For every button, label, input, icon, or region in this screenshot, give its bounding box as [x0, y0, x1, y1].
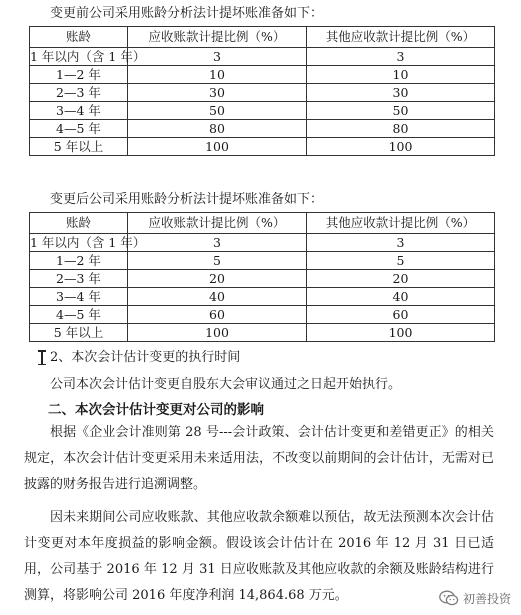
- table-after: [29, 212, 495, 342]
- header-other-receivable-rate: 其他应收款计提比例（%）: [307, 27, 495, 48]
- watermark: [439, 590, 511, 607]
- cell-other-receivable-rate: 30: [307, 84, 495, 102]
- cell-other-receivable-rate: 100: [307, 138, 495, 156]
- header-aging: 账龄: [30, 213, 128, 234]
- cell-other-receivable-rate: 20: [307, 270, 495, 288]
- cell-other-receivable-rate: 100: [307, 324, 495, 342]
- table-row: [30, 234, 495, 252]
- table-row: [30, 288, 495, 306]
- section-2-title: 2、本次会计估计变更的执行时间: [50, 350, 241, 365]
- table-header-row: [30, 27, 495, 48]
- table-row: [30, 120, 495, 138]
- cell-other-receivable-rate: 50: [307, 102, 495, 120]
- cell-aging: 3—4 年: [30, 288, 128, 306]
- header-receivable-rate: 应收账款计提比例（%）: [128, 213, 307, 234]
- table-row: [30, 306, 495, 324]
- cell-other-receivable-rate: 3: [307, 48, 495, 66]
- header-receivable-rate: 应收账款计提比例（%）: [128, 27, 307, 48]
- cell-receivable-rate: 3: [128, 234, 307, 252]
- cell-aging: 1—2 年: [30, 252, 128, 270]
- table-row: [30, 270, 495, 288]
- cell-other-receivable-rate: 10: [307, 66, 495, 84]
- cell-receivable-rate: 10: [128, 66, 307, 84]
- cell-receivable-rate: 60: [128, 306, 307, 324]
- impact-paragraph-1: 根据《企业会计准则第 28 号---会计政策、会计估计变更和差错更正》的相关规定，本次会计估计变更采用未来适用法，不改变以前期间的会计估计，无需对已披露的财务报告进行追溯调整。: [24, 425, 494, 492]
- cell-receivable-rate: 40: [128, 288, 307, 306]
- cell-receivable-rate: 80: [128, 120, 307, 138]
- section-2-body: 公司本次会计估计变更自股东大会审议通过之日起开始执行。: [50, 377, 402, 392]
- cell-aging: 5 年以上: [30, 138, 128, 156]
- cell-aging: 4—5 年: [30, 120, 128, 138]
- cell-aging: 1 年以内（含 1 年）: [30, 49, 146, 64]
- table-row: [30, 252, 495, 270]
- header-other-receivable-rate: 其他应收款计提比例（%）: [307, 213, 495, 234]
- table-after-caption: 变更后公司采用账龄分析法计提坏账准备如下：: [50, 192, 324, 207]
- cell-receivable-rate: 100: [128, 138, 307, 156]
- table-before: [29, 26, 495, 156]
- cell-aging: 2—3 年: [30, 84, 128, 102]
- watermark-text: 初善投资: [462, 592, 511, 606]
- cell-aging: 2—3 年: [30, 270, 128, 288]
- impact-heading: 二、本次会计估计变更对公司的影响: [48, 402, 264, 418]
- cell-receivable-rate: 30: [128, 84, 307, 102]
- text-cursor-icon: [38, 350, 46, 365]
- cell-other-receivable-rate: 60: [307, 306, 495, 324]
- cell-aging: 1 年以内（含 1 年）: [30, 235, 146, 250]
- cell-aging: 4—5 年: [30, 306, 128, 324]
- cell-receivable-rate: 5: [128, 252, 307, 270]
- table-row: [30, 66, 495, 84]
- cell-receivable-rate: 50: [128, 102, 307, 120]
- cell-aging: 3—4 年: [30, 102, 128, 120]
- cell-aging: 1—2 年: [30, 66, 128, 84]
- table-header-row: [30, 213, 495, 234]
- table-row: [30, 48, 495, 66]
- impact-paragraph-2: 因未来期间公司应收账款、其他应收款余额难以预估，故无法预测本次会计估计变更对本年度损益的影响金额。假设该会计估计在 2016 年 12 月 31 日已适用，公司基于 2016 年 12 月 31 日应收账款及其他应收款的余额及账龄结构进行测算，将影响公司 2016 年度净利润 14,864.68 万元。: [24, 510, 494, 603]
- cell-other-receivable-rate: 3: [307, 234, 495, 252]
- table-row: [30, 84, 495, 102]
- header-aging: 账龄: [30, 27, 128, 48]
- cell-other-receivable-rate: 40: [307, 288, 495, 306]
- cell-other-receivable-rate: 80: [307, 120, 495, 138]
- table-row: [30, 102, 495, 120]
- table-row: [30, 324, 495, 342]
- cell-receivable-rate: 100: [128, 324, 307, 342]
- table-before-caption: 变更前公司采用账龄分析法计提坏账准备如下：: [50, 6, 324, 21]
- cell-receivable-rate: 3: [128, 48, 307, 66]
- cell-other-receivable-rate: 5: [307, 252, 495, 270]
- table-row: [30, 138, 495, 156]
- cell-aging: 5 年以上: [30, 324, 128, 342]
- wechat-icon: [439, 590, 459, 607]
- cell-receivable-rate: 20: [128, 270, 307, 288]
